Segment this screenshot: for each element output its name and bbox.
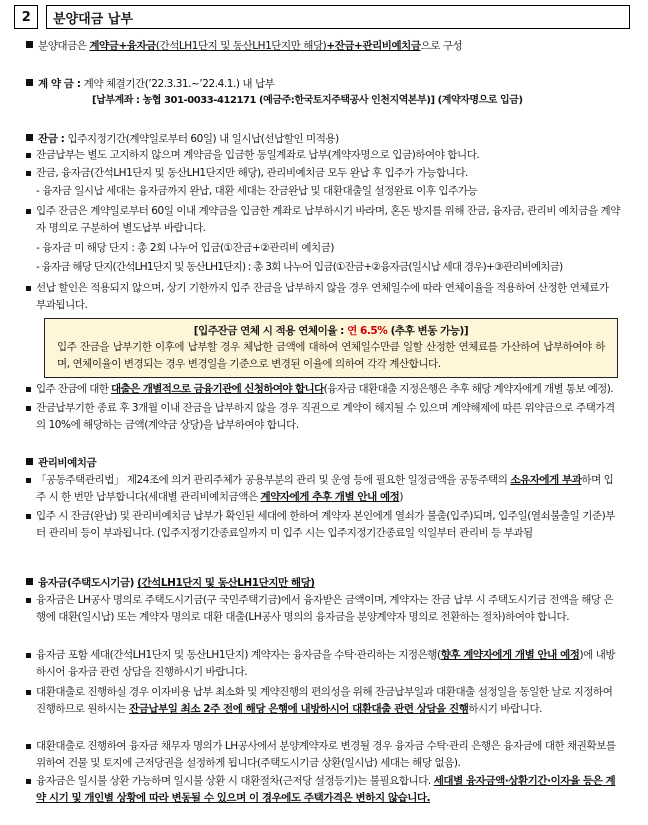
list-item: 융자금은 LH공사 명의로 주택도시기금(구 국민주택기금)에서 융자받은 금액이며, 계약자는 잔금 납부 시 주택도시기금 전액을 해당 은행에 대환(일시납) 또는 계약자 명의로 대환 대출(LH공사 명의의 융자금을 분양계약자 명의로 전환하는 절차)하여야 합니다. <box>36 592 620 626</box>
notice-description: 입주 잔금을 납부기한 이후에 납부할 경우 체납한 금액에 대하여 연체일수만큼 일할 산정한 연체료를 가산하여 납부하여야 하며, 연체이율이 변경되는 경우 변경일을 기준으로 변경된 이율에 의하여 각각 계산합니다. <box>57 341 605 370</box>
list-item: 잔금, 융자금(간석LH1단지 및 동산LH1단지만 해당), 관리비예치금 모두 완납 후 입주가 가능합니다. <box>36 165 620 182</box>
square-bullet-icon <box>26 134 33 141</box>
late-fee-notice-box <box>44 318 618 378</box>
list-item: 잔금납부는 별도 고지하지 않으며 계약금을 입금한 동일계좌로 납부(계약자명으로 입금)하여야 합니다. <box>36 147 620 164</box>
list-item: 입주 잔금에 대한 대출은 개별적으로 금융기관에 신청하여야 합니다(융자금 대환대출 지정은행은 추후 해당 계약자에게 개별 통보 예정). <box>36 381 620 398</box>
square-bullet-icon <box>26 79 33 86</box>
balance-line: 잔금 : 입주지정기간(계약일로부터 60일) 내 일시납(선납할인 미적용) <box>26 132 339 146</box>
mgmt-deposit-heading: 관리비예치금 <box>26 456 96 470</box>
list-item: 선납 할인은 적용되지 않으며, 상기 기한까지 입주 잔금을 납부하지 않을 경우 연체일수에 따라 연체이율을 적용하여 산정한 연체료가 부과됩니다. <box>36 280 620 314</box>
list-item: 대환대출로 진행하여 융자금 채무자 명의가 LH공사에서 분양계약자로 변경될 경우 융자금 수탁·관리 은행은 융자금에 대한 채권확보를 위하여 건물 및 토지에 근저당권을 설정하게 됩니다(주택도시기금 상환(일시납) 세대는 해당 없음). <box>36 738 620 772</box>
contract-deposit-line: 계 약 금 : 계약 체결기간(’22.3.31.~’22.4.1.) 내 납부 <box>26 77 274 91</box>
list-subitem: - 융자금 일시납 세대는 융자금까지 완납, 대환 세대는 잔금완납 및 대환대출일 설정완료 이후 입주가능 <box>36 185 478 197</box>
list-item: 대환대출로 진행하실 경우 이자비용 납부 최소화 및 계약진행의 편의성을 위해 잔금납부일과 대환대출 설정일을 동일한 날로 지정하여 진행하므로 원하시는 잔금납부일 최소 2주 전에 해당 은행에 내방하시어 대환대출 관련 상담을 진행하시기 바랍니다. <box>36 684 620 718</box>
square-bullet-icon <box>26 578 33 585</box>
square-bullet-icon <box>26 41 33 48</box>
list-item: 잔금납부기한 종료 후 3개월 이내 잔금을 납부하지 않을 경우 직권으로 계약이 해지될 수 있으며 계약해제에 따른 위약금으로 주택가격의 10%에 해당하는 금액(계약금 상당)을 납부하여야 합니다. <box>36 400 620 434</box>
square-bullet-icon <box>26 458 33 465</box>
list-item: 입주 잔금은 계약일로부터 60일 이내 계약금을 입금한 계좌로 납부하시기 바라며, 혼돈 방지를 위해 잔금, 융자금, 관리비 예치금을 계약자 명의로 구분하여 별도납부 바랍니다. <box>36 203 620 237</box>
list-subitem: - 융자금 미 해당 단지 : 총 2회 나누어 입금(①잔금+②관리비 예치금) <box>36 242 335 254</box>
loan-heading: 융자금(주택도시기금) (간석LH1단지 및 동산LH1단지만 해당) <box>26 576 315 590</box>
intro-line: 분양대금은 계약금+융자금(간석LH1단지 및 동산LH1단지만 해당)+잔금+관리비예치금으로 구성 <box>26 39 462 53</box>
notice-title: [입주잔금 연체 시 적용 연체이율 : 연 6.5% (추후 변동 가능)] <box>193 325 469 337</box>
list-item: 「공동주택관리법」 제24조에 의거 관리주체가 공용부분의 관리 및 운영 등에 필요한 일정금액을 공동주택의 소유자에게 부과하며 입주 시 한 번만 납부합니다(세대별 관리비예치금액은 계약자에게 추후 개별 안내 예정) <box>36 472 620 506</box>
list-item: 융자금 포함 세대(간석LH1단지 및 동산LH1단지) 계약자는 융자금을 수탁·관리하는 지정은행(향후 계약자에게 개별 안내 예정)에 내방하시어 융자금 관련 상담을 진행하시기 바랍니다. <box>36 647 620 681</box>
list-item: 입주 시 잔금(완납) 및 관리비예치금 납부가 확인된 세대에 한하여 계약자 본인에게 열쇠가 불출(입주)되며, 입주일(열쇠불출일 기준)부터 관리비 등이 부과됩니다. (입주지정기간종료일까지 미 입주 시는 입주지정기간종료일 익일부터 관리비 등 부과됨 <box>36 508 620 542</box>
section-header <box>14 5 630 31</box>
list-subitem: - 융자금 해당 단지(간석LH1단지 및 동산LH1단지) : 총 3회 나누어 입금(①잔금+②융자금(일시납 세대 경우)+③관리비예치금) <box>36 261 563 273</box>
section-number: 2 <box>14 5 38 29</box>
list-item: 융자금은 일시불 상환 가능하며 일시불 상환 시 대환절차(근저당 설정등기)는 불필요합니다. 세대별 융자금액·상환기간·이자율 등은 계약 시기 및 개인별 상황에 따라 변동될 수 있으며 이 경우에도 주택가격은 변하지 않습니다. <box>36 773 620 807</box>
section-title: 분양대금 납부 <box>46 5 630 29</box>
late-fee-rate: 연 6.5% <box>347 325 388 337</box>
bank-account-line: [납부계좌 : 농협 301-0033-412171 (예금주:한국토지주택공사 인천지역본부)] (계약자명으로 입금) <box>92 95 523 106</box>
